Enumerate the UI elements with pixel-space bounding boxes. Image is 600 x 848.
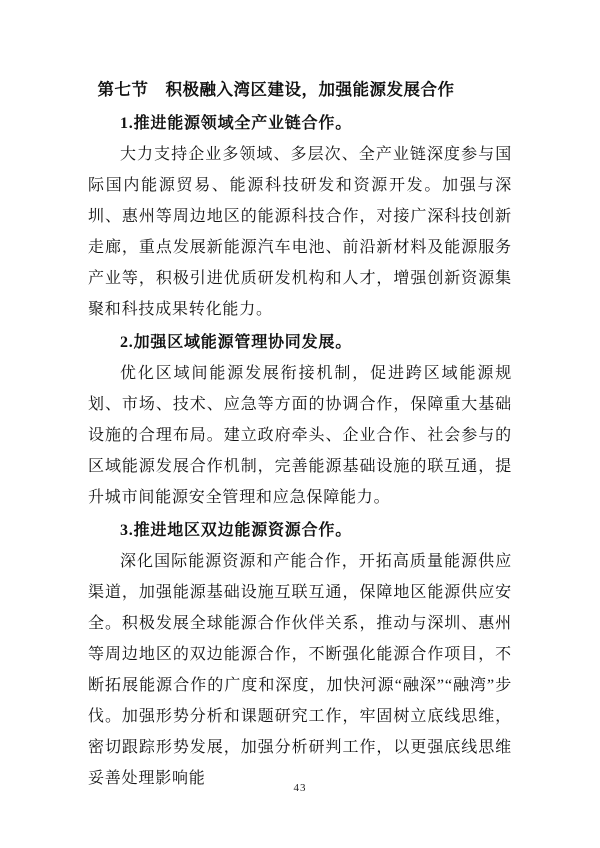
paragraph-1: 大力支持企业多领域、多层次、全产业链深度参与国际国内能源贸易、能源科技研发和资源开发。加强与深圳、惠州等周边地区的能源科技合作，对接广深科技创新走廊，重点发展新能源汽车电池、前沿新材料及能源服务产业等，积极引进优质研发机构和人才，增强创新资源集聚和科技成果转化能力。: [88, 146, 512, 318]
section-title: 第七节 积极融入湾区建设，加强能源发展合作: [97, 80, 455, 99]
paragraph-2: 优化区域间能源发展衔接机制，促进跨区域能源规划、市场、技术、应急等方面的协调合作，保障重大基础设施的合理布局。建立政府牵头、企业合作、社会参与的区域能源发展合作机制，完善能源基础设施的联互通，提升城市间能源安全管理和应急保障能力。: [88, 365, 512, 506]
subsection-heading-3: 3.推进地区双边能源资源合作。: [120, 522, 353, 539]
subsection-heading-1: 1.推进能源领域全产业链合作。: [120, 115, 353, 132]
paragraph-3: 深化国际能源资源和产能合作，开拓高质量能源供应渠道，加强能源基础设施互联互通，保障地区能源供应安全。积极发展全球能源合作伙伴关系，推动与深圳、惠州等周边地区的双边能源合作，不断强化能源合作项目，不断拓展能源合作的广度和深度，加快河源“融深”“融湾”步伐。加强形势分析和课题研究工作，牢固树立底线思维，密切跟踪形势发展，加强分析研判工作，以更强底线思维妥善处理影响能: [88, 553, 512, 787]
subsection-heading-2: 2.加强区域能源管理协同发展。: [120, 334, 353, 351]
page-content: [88, 0, 512, 794]
page-number: 43: [293, 782, 307, 794]
